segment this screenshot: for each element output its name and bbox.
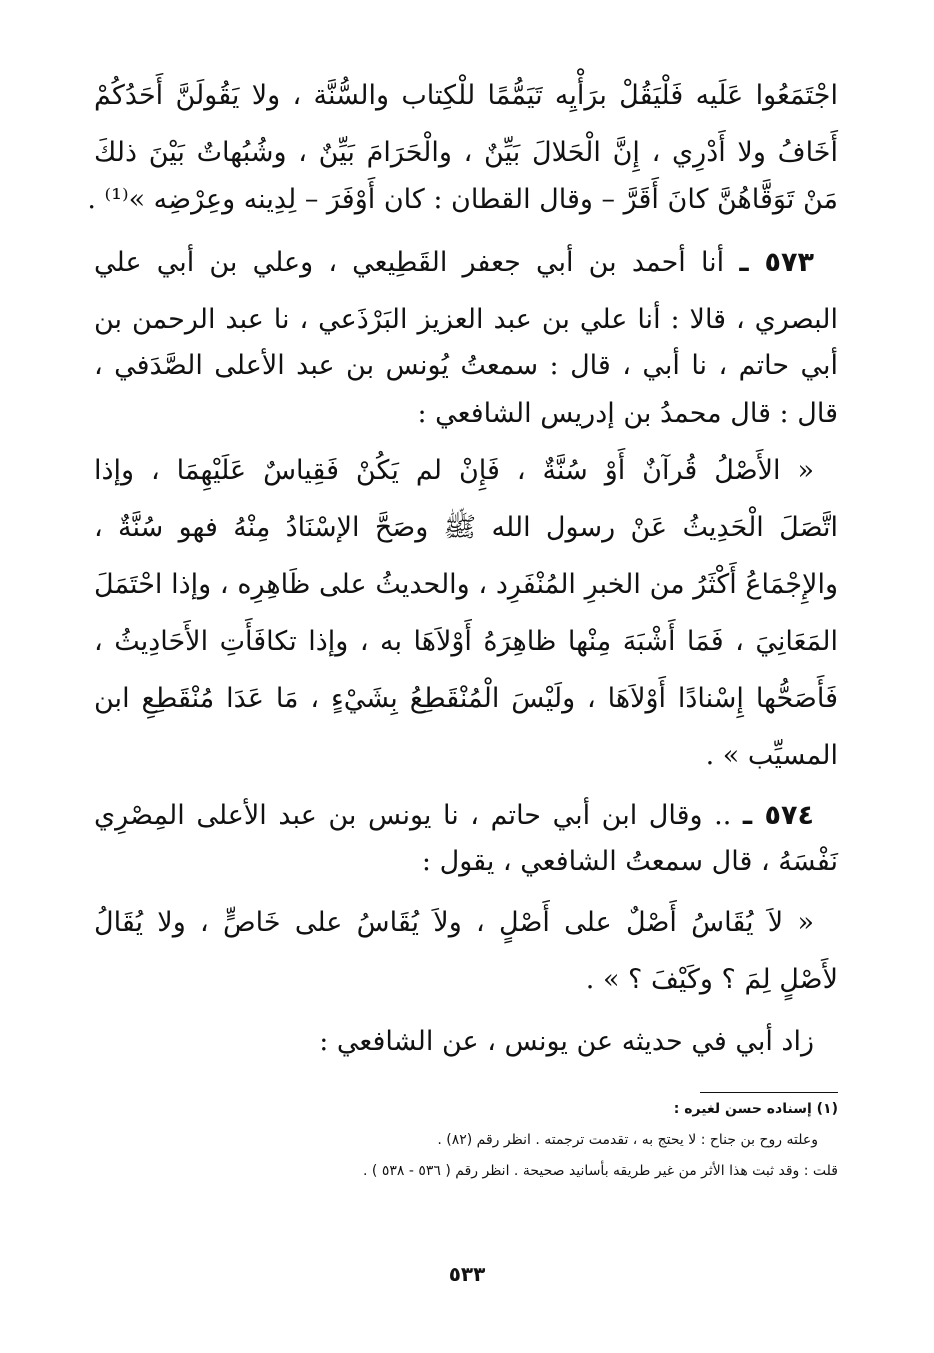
quote-line: فَأَصَحُّها إِسْنادًا أَوْلاَهَا ، ولَيْسَ الْمُنْقَطِعُ بِشَيْءٍ ، مَا عَدَا مُنْقَطِعِ ابن (94, 683, 838, 714)
narration-line (94, 247, 814, 279)
text-span: أنا أحمد بن أبي جعفر القَطِيعي ، وعلي بن أبي علي (94, 247, 725, 278)
quote-line: والإِجْمَاعُ أَكْثَرُ من الخبرِ المُنْفَرِد ، والحديثُ على ظَاهِرِه ، وإذا احْتَمَلَ (94, 569, 838, 600)
text-line: نَفْسَهُ ، قال سمعتُ الشافعي ، يقول : (421, 846, 838, 877)
text-line: البصري ، قالا : أنا علي بن عبد العزيز البَرْذَعي ، نا عبد الرحمن بن (94, 304, 838, 335)
page-number: ٥٣٣ (448, 1262, 486, 1286)
footnote-heading: (١) إسناده حسن لغيره : (673, 1101, 838, 1117)
text-line: زاد أبي في حديثه عن يونس ، عن الشافعي : (319, 1026, 814, 1057)
text-line: اجْتَمَعُوا عَلَيه فَلْيَقُلْ برَأْيِه تَيَمُّمًا للْكِتاب والسُّنَّة ، ولا يَقُولَنَّ أَحَدُكُمْ (94, 80, 838, 111)
quote-line: « الأَصْلُ قُرآنٌ أَوْ سُنَّةٌ ، فَإِنْ لم يَكُنْ فَقِياسٌ عَلَيْهِمَا ، وإذا (94, 455, 814, 486)
text-line: مَنْ تَوَقَّاهُنَّ كانَ أَقَرَّ – وقال القطان : كان أَوْفَرَ – لِدِينه وعِرْضِه »⁽¹⁾ . (87, 184, 838, 215)
footnote-separator (700, 1092, 838, 1093)
text-line: أبي حاتم ، نا أبي ، قال : سمعتُ يُونس بن عبد الأعلى الصَّدَفي ، (94, 350, 838, 381)
footnote-line: قلت : وقد ثبت هذا الأثر من غير طريقه بأسانيد صحيحة . انظر رقم ( ٥٣٦ - ٥٣٨ ) . (363, 1163, 838, 1179)
text-line: أَخَافُ ولا أَدْرِي ، إِنَّ الْحَلالَ بَيِّنٌ ، والْحَرَامَ بَيِّنٌ ، وشُبُهاتٌ بَيْنَ ذلكَ (94, 137, 838, 168)
quote-line: « لاَ يُقَاسُ أَصْلٌ على أَصْلٍ ، ولاَ يُقَاسُ على خَاصٍّ ، ولا يُقَالُ (94, 907, 814, 938)
hadith-number: ٥٧٣ ـ (739, 247, 814, 278)
quote-line: اتَّصَلَ الْحَدِيثُ عَنْ رسول الله ﷺ وصَحَّ الإسْنَادُ مِنْهُ فهو سُنَّةٌ ، (94, 512, 838, 543)
text-line: قال : قال محمدُ بن إدريس الشافعي : (417, 398, 838, 429)
narration-line (94, 800, 814, 832)
text-span: .. وقال ابن أبي حاتم ، نا يونس بن عبد الأعلى المِصْرِي (94, 800, 732, 831)
quote-line: المَعَانِيَ ، فَمَا أَشْبَهَ مِنْها ظاهِرَهُ أَوْلاَهَا به ، وإذا تكافَأَتِ الأَحَادِيثُ ، (94, 626, 838, 657)
hadith-number: ٥٧٤ ـ (742, 800, 814, 831)
quote-line: لأَصْلٍ لِمَ ؟ وكَيْفَ ؟ » . (585, 964, 838, 995)
quote-line: المسيِّب » . (705, 740, 838, 771)
footnote-line: وعلته روح بن جناح : لا يحتج به ، تقدمت ترجمته . انظر رقم (٨٢) . (437, 1132, 818, 1148)
